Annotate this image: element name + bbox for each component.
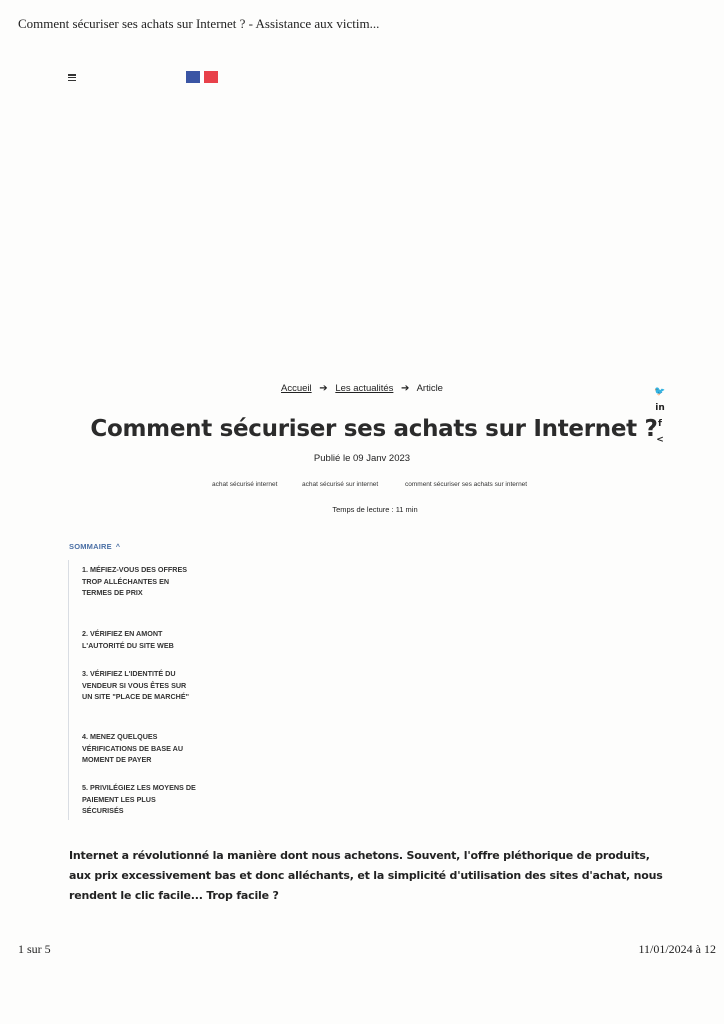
toc-item[interactable]: 1. MÉFIEZ-VOUS DES OFFRES TROP ALLÉCHANTES EN TERMES DE PRIX (82, 565, 188, 598)
tag-link[interactable]: comment sécuriser ses achats sur internet (405, 481, 528, 488)
publish-date: Publié le 09 Janv 2023 (313, 453, 411, 464)
breadcrumb-current: Article (416, 383, 443, 394)
french-flag-logo[interactable] (186, 71, 218, 83)
sommaire-label: SOMMAIRE (69, 542, 112, 551)
toc-item[interactable]: 5. PRIVILÉGIEZ LES MOYENS DE PAIEMENT LES PLUS SÉCURISÉS (82, 783, 196, 816)
menu-bar (68, 80, 76, 82)
menu-bar (68, 77, 76, 79)
arrow-right-icon: ➔ (319, 383, 328, 394)
print-header-title: Comment sécuriser ses achats sur Internet ? - Assistance aux victim... (18, 16, 380, 31)
share-icon[interactable]: < (656, 435, 664, 445)
flag-blue (186, 71, 200, 83)
toc-item[interactable]: 3. VÉRIFIEZ L'IDENTITÉ DU VENDEUR SI VOUS ÊTES SUR UN SITE "PLACE DE MARCHÉ" (82, 669, 190, 702)
reading-time: Temps de lecture : 11 min (332, 505, 418, 514)
page-title: Comment sécuriser ses achats sur Internet ? (90, 416, 658, 442)
article-intro: Internet a révolutionné la manière dont nous achetons. Souvent, l'offre pléthorique de produits, aux prix excessivement bas et donc alléchants, et la simplicité d'utilisation des sites d'achat, nous rendent le clic facile... Trop facile ? (69, 849, 663, 902)
arrow-right-icon: ➔ (401, 383, 410, 394)
hamburger-menu-icon[interactable] (68, 74, 76, 81)
table-of-contents (68, 560, 198, 820)
tag-link[interactable]: achat sécurisé sur internet (302, 481, 379, 488)
chevron-up-icon: ^ (115, 544, 121, 551)
linkedin-icon[interactable]: in (655, 403, 665, 413)
breadcrumb-home-link[interactable]: Accueil (281, 383, 312, 394)
sommaire-toggle[interactable] (69, 542, 120, 551)
facebook-icon[interactable]: f (658, 419, 662, 429)
print-page-counter: 1 sur 5 (18, 942, 51, 956)
toc-item[interactable]: 2. VÉRIFIEZ EN AMONT L'AUTORITÉ DU SITE WEB (82, 629, 174, 650)
tag-list (0, 481, 724, 491)
print-datetime: 11/01/2024 à 12 (638, 942, 716, 956)
flag-red (204, 71, 218, 83)
tag-link[interactable]: achat sécurisé internet (212, 481, 278, 488)
breadcrumb (0, 383, 724, 394)
menu-bar (68, 74, 76, 76)
breadcrumb-news-link[interactable]: Les actualités (335, 383, 394, 394)
toc-item[interactable]: 4. MENEZ QUELQUES VÉRIFICATIONS DE BASE AU MOMENT DE PAYER (82, 732, 184, 765)
twitter-icon[interactable]: 🐦 (654, 387, 666, 397)
